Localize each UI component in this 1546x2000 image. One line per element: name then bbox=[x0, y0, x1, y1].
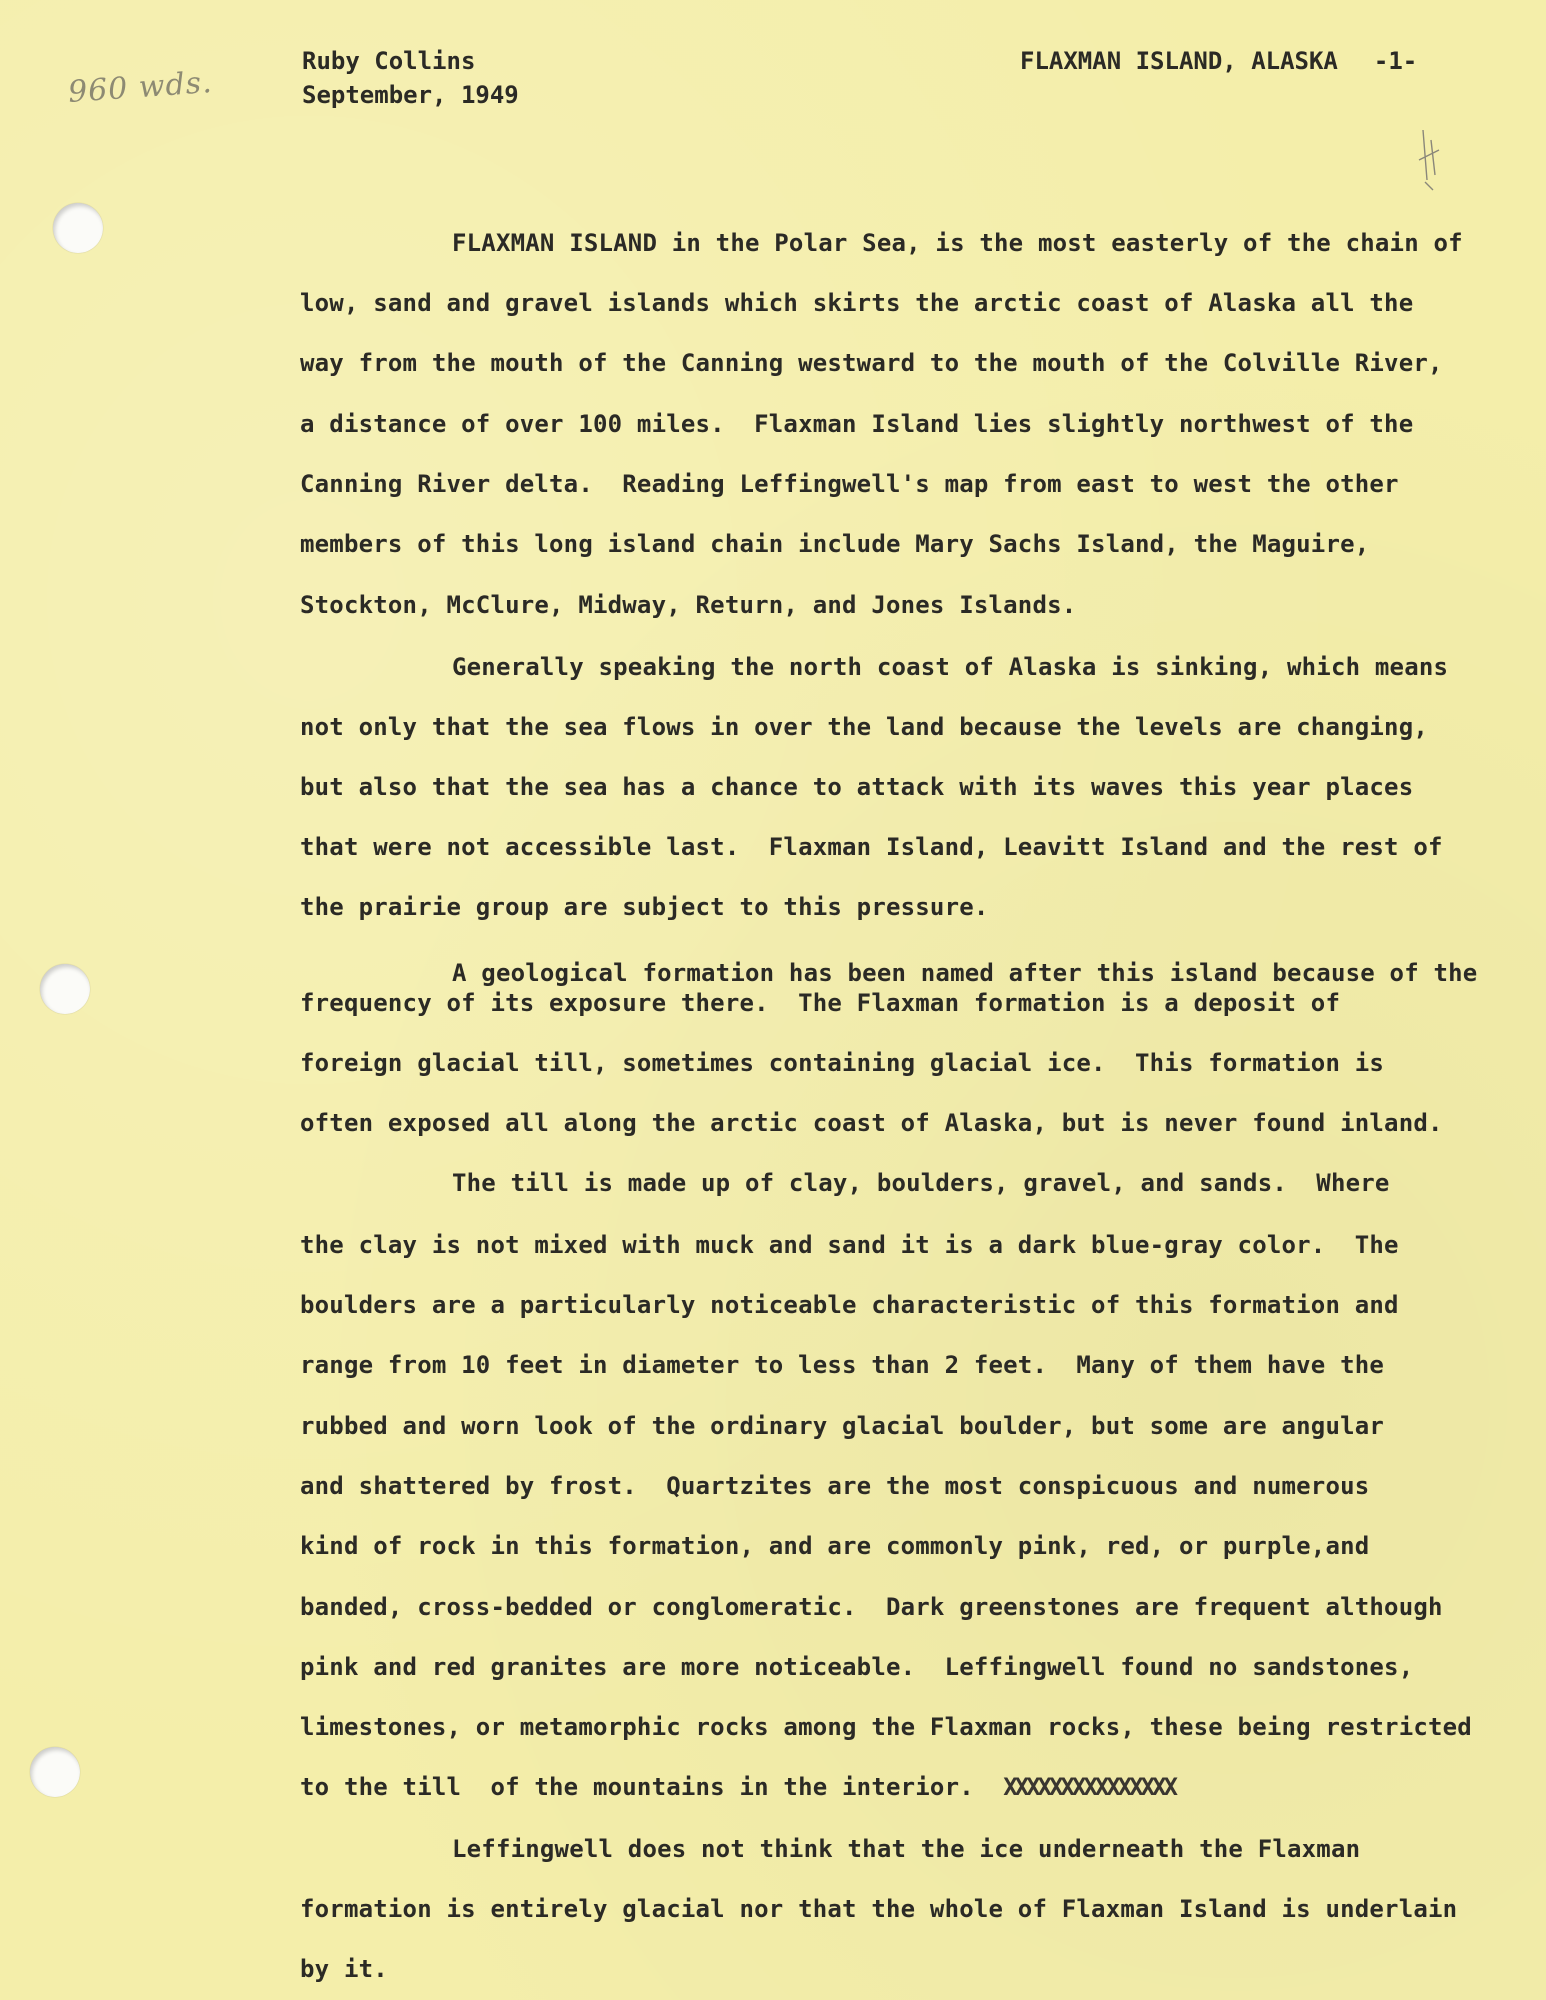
body-line: by it. bbox=[300, 1955, 388, 1983]
body-line: frequency of its exposure there. The Flaxman formation is a deposit of bbox=[300, 989, 1341, 1017]
author-name: Ruby Collins bbox=[302, 47, 476, 75]
body-line: a distance of over 100 miles. Flaxman Island lies slightly northwest of the bbox=[300, 410, 1414, 438]
pencil-margin-mark-icon bbox=[1405, 120, 1455, 200]
body-line: A geological formation has been named after this island because of the bbox=[452, 959, 1478, 987]
binder-hole-bottom bbox=[30, 1747, 80, 1797]
body-line: rubbed and worn look of the ordinary glacial boulder, but some are angular bbox=[300, 1412, 1385, 1440]
body-line: low, sand and gravel islands which skirts the arctic coast of Alaska all the bbox=[300, 289, 1414, 317]
body-line: The till is made up of clay, boulders, gravel, and sands. Where bbox=[452, 1169, 1390, 1197]
body-line: pink and red granites are more noticeable. Leffingwell found no sandstones, bbox=[300, 1653, 1414, 1681]
body-line: Stockton, McClure, Midway, Return, and Jones Islands. bbox=[300, 591, 1077, 619]
body-line: and shattered by frost. Quartzites are the most conspicuous and numerous bbox=[300, 1472, 1370, 1500]
body-line: not only that the sea flows in over the land because the levels are changing, bbox=[300, 713, 1428, 741]
body-line: FLAXMAN ISLAND in the Polar Sea, is the most easterly of the chain of bbox=[452, 229, 1463, 257]
handwritten-word-count: 960 wds. bbox=[66, 64, 214, 111]
body-line bbox=[300, 1772, 1175, 1802]
body-line: the clay is not mixed with muck and sand it is a dark blue-gray color. The bbox=[300, 1231, 1399, 1259]
body-line: members of this long island chain include Mary Sachs Island, the Maguire, bbox=[300, 530, 1370, 558]
body-line: range from 10 feet in diameter to less than 2 feet. Many of them have the bbox=[300, 1351, 1385, 1379]
body-line: kind of rock in this formation, and are commonly pink, red, or purple,and bbox=[300, 1532, 1370, 1560]
body-line: banded, cross-bedded or conglomeratic. Dark greenstones are frequent although bbox=[300, 1593, 1443, 1621]
body-line: often exposed all along the arctic coast of Alaska, but is never found inland. bbox=[300, 1109, 1443, 1137]
body-line: Leffingwell does not think that the ice underneath the Flaxman bbox=[452, 1835, 1361, 1863]
body-line: Canning River delta. Reading Leffingwell's map from east to west the other bbox=[300, 470, 1399, 498]
binder-hole-middle bbox=[40, 964, 90, 1014]
struck-out-text: XXXXXXXXXXXXXXX bbox=[1003, 1773, 1175, 1801]
binder-hole-top bbox=[53, 203, 103, 253]
body-line: way from the mouth of the Canning westward to the mouth of the Colville River, bbox=[300, 349, 1443, 377]
body-line: boulders are a particularly noticeable characteristic of this formation and bbox=[300, 1291, 1399, 1319]
body-line: that were not accessible last. Flaxman Island, Leavitt Island and the rest of bbox=[300, 833, 1443, 861]
page-number: -1- bbox=[1373, 47, 1418, 75]
body-line: formation is entirely glacial nor that the whole of Flaxman Island is underlain bbox=[300, 1895, 1458, 1923]
body-line: limestones, or metamorphic rocks among the Flaxman rocks, these being restricted bbox=[300, 1713, 1472, 1741]
body-line: foreign glacial till, sometimes containing glacial ice. This formation is bbox=[300, 1049, 1385, 1077]
body-line-text: to the till of the mountains in the interior. bbox=[300, 1773, 974, 1801]
header-title-block bbox=[1020, 44, 1417, 78]
body-line: the prairie group are subject to this pressure. bbox=[300, 893, 989, 921]
body-line: Generally speaking the north coast of Alaska is sinking, which means bbox=[452, 653, 1449, 681]
document-date: September, 1949 bbox=[302, 81, 519, 109]
body-line: but also that the sea has a chance to attack with its waves this year places bbox=[300, 773, 1414, 801]
header-author-block bbox=[302, 44, 519, 112]
document-title: FLAXMAN ISLAND, ALASKA bbox=[1020, 47, 1338, 75]
